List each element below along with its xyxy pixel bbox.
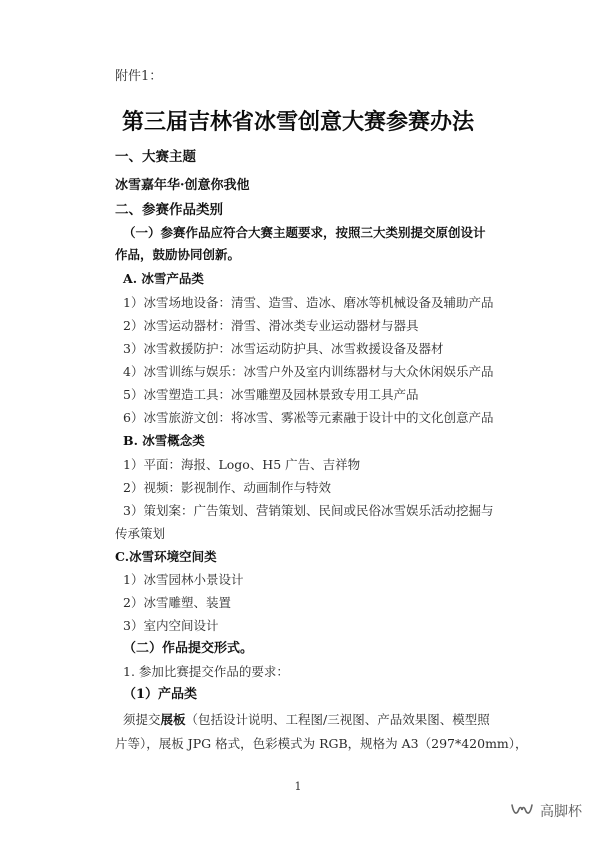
- submission-form-heading: （二）作品提交形式。: [123, 641, 254, 656]
- category-a-item: 5）冰雪塑造工具：冰雪雕塑及园林景致专用工具产品: [123, 387, 419, 402]
- category-c-heading: C.冰雪环境空间类: [115, 549, 217, 564]
- category-intro-line-2: 作品，鼓励协同创新。: [115, 247, 241, 262]
- category-c-item: 2）冰雪雕塑、装置: [123, 595, 231, 610]
- category-b-item: 2）视频：影视制作、动画制作与特效: [123, 480, 331, 495]
- wechat-channel-icon: [510, 801, 534, 821]
- body-line-1-emphasis: 展板: [160, 712, 186, 727]
- attachment-label: 附件1：: [115, 69, 163, 84]
- category-a-item: 1）冰雪场地设备：清雪、造雪、造冰、磨冰等机械设备及辅助产品: [123, 295, 494, 310]
- category-b-item: 3）策划案：广告策划、营销策划、民间或民俗冰雪娱乐活动挖掘与: [123, 503, 494, 518]
- category-a-item: 4）冰雪训练与娱乐：冰雪户外及室内训练器材与大众休闲娱乐产品: [123, 364, 494, 379]
- body-line-1-suffix: （包括设计说明、工程图/三视图、产品效果图、模型照: [185, 712, 490, 727]
- section-heading-theme: 一、大赛主题: [115, 149, 196, 165]
- category-b-heading: B. 冰雪概念类: [123, 433, 205, 448]
- product-category-subheading: （1）产品类: [123, 687, 198, 702]
- category-c-item: 3）室内空间设计: [123, 618, 219, 633]
- category-b-item: 1）平面：海报、Logo、H5 广告、吉祥物: [123, 457, 361, 472]
- body-line-1-prefix: 须提交: [123, 712, 161, 727]
- category-b-item-continuation: 传承策划: [115, 526, 166, 541]
- category-a-item: 6）冰雪旅游文创：将冰雪、雾凇等元素融于设计中的文化创意产品: [123, 410, 494, 425]
- category-a-item: 3）冰雪救援防护：冰雪运动防护具、冰雪救援设备及器材: [123, 341, 444, 356]
- page-number: 1: [294, 780, 302, 793]
- submission-requirements-line: 1. 参加比赛提交作品的要求：: [123, 664, 289, 679]
- section-heading-categories: 二、参赛作品类别: [115, 202, 223, 218]
- document-title: 第三届吉林省冰雪创意大赛参赛办法: [121, 110, 474, 135]
- category-a-item: 2）冰雪运动器材：滑雪、滑冰类专业运动器材与器具: [123, 318, 419, 333]
- category-a-heading: A. 冰雪产品类: [123, 271, 204, 286]
- theme-text: 冰雪嘉年华·创意你我他: [115, 178, 250, 193]
- watermark-text: 高脚杯: [540, 804, 582, 820]
- body-paragraph-line-2: 片等），展板 JPG 格式，色彩模式为 RGB，规格为 A3（297*420mm），: [115, 736, 528, 751]
- body-paragraph-line-1: [123, 711, 490, 729]
- category-c-item: 1）冰雪园林小景设计: [123, 572, 244, 587]
- category-intro-line-1: （一）参赛作品应符合大赛主题要求，按照三大类别提交原创设计: [123, 225, 486, 240]
- watermark: [510, 801, 582, 821]
